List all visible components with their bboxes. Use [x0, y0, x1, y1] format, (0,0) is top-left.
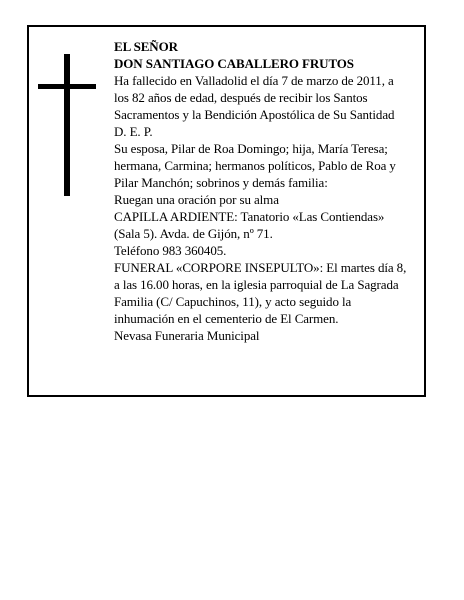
- notice-line: Pilar Manchón; sobrinos y demás familia:: [114, 175, 328, 190]
- notice-line: FUNERAL «CORPORE INSEPULTO»: El martes día 8,: [114, 260, 407, 275]
- notice-line: (Sala 5). Avda. de Gijón, nº 71.: [114, 226, 273, 241]
- cross-vertical-bar: [64, 54, 70, 196]
- notice-line: a las 16.00 horas, en la iglesia parroquial de La Sagrada: [114, 277, 399, 292]
- obituary-text: [114, 38, 424, 344]
- notice-line: inhumación en el cementerio de El Carmen.: [114, 311, 339, 326]
- notice-line: Teléfono 983 360405.: [114, 243, 227, 258]
- funeral-home-name: Nevasa Funeraria Municipal: [114, 328, 260, 343]
- notice-line: Familia (C/ Capuchinos, 11), y acto seguido la: [114, 294, 352, 309]
- notice-line: CAPILLA ARDIENTE: Tanatorio «Las Contiendas»: [114, 209, 385, 224]
- notice-line: hermana, Carmina; hermanos políticos, Pablo de Roa y: [114, 158, 396, 173]
- notice-line: Ruegan una oración por su alma: [114, 192, 279, 207]
- notice-line: los 82 años de edad, después de recibir los Santos: [114, 90, 368, 105]
- notice-line: D. E. P.: [114, 124, 153, 139]
- cross-horizontal-bar: [38, 84, 96, 89]
- notice-line: Ha fallecido en Valladolid el día 7 de marzo de 2011, a: [114, 73, 394, 88]
- notice-heading: EL SEÑOR: [114, 39, 178, 54]
- notice-line: Sacramentos y la Bendición Apostólica de Su Santidad: [114, 107, 395, 122]
- notice-line: Su esposa, Pilar de Roa Domingo; hija, María Teresa;: [114, 141, 388, 156]
- deceased-name: DON SANTIAGO CABALLERO FRUTOS: [114, 56, 354, 71]
